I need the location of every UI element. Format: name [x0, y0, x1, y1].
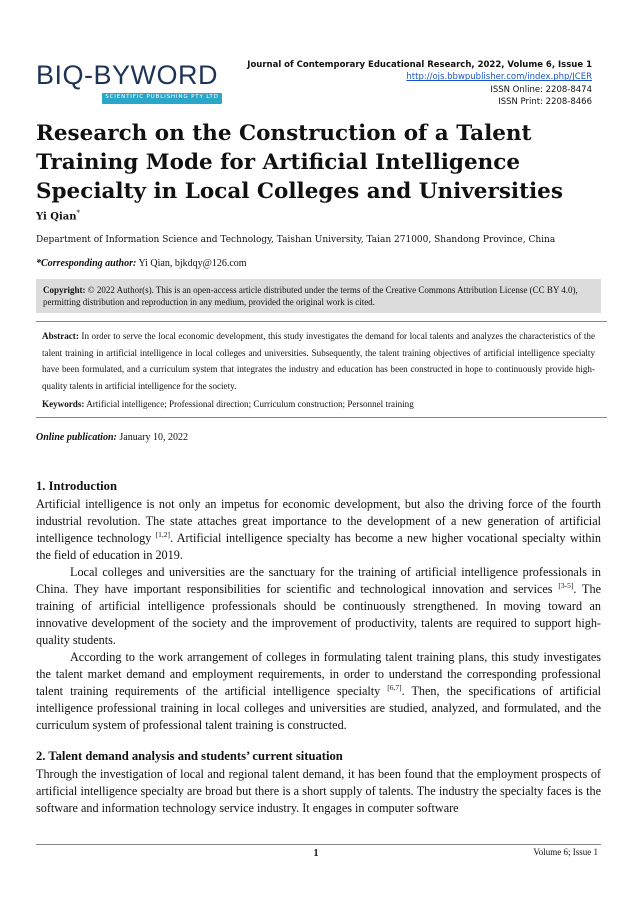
footer-volume: Volume 6; Issue 1 [533, 847, 598, 857]
article-title: Research on the Construction of a Talent Training Mode for Artificial Intelligence Specialty in Local Colleges and Universities [36, 121, 563, 204]
corresponding-author [36, 258, 247, 269]
page-number: 1 [313, 848, 319, 859]
body-paragraph: Local colleges and universities are the sanctuary for the training of artificial intelligence professionals in China. They have important responsibilities for scientific and technological innovation and services [3-5]. The training of artificial intelligence professionals should be continuously strengthened. In moving toward an innovative development of the society and the improvement of productivity, talents are required to support high-quality students. [36, 565, 601, 647]
corr-label: *Corresponding author: [36, 258, 137, 269]
citation: [1,2] [155, 529, 171, 539]
section-heading-talent-demand: 2. Talent demand analysis and students’ current situation [36, 749, 343, 763]
citation: [6,7] [387, 682, 402, 692]
body-paragraph: According to the work arrangement of colleges in formulating talent training plans, this study investigates the talent market demand and employment requirements, in order to understand the corresponding professional talent training requirements of the artificial intelligence specialty [6,7]. Then, the specifications of artificial intelligence professional training in local colleges and universities are studied, analyzed, and formulated, and the curriculum system of professional talent training is constructed. [36, 650, 601, 732]
copyright-text: © 2022 Author(s). This is an open-access article distributed under the terms of the Creative Commons Attribution License (CC BY 4.0), permitting distribution and reproduction in any medium, provided the original work is cited. [43, 285, 578, 307]
logo-tagline: SCIENTIFIC PUBLISHING PTY LTD [105, 94, 219, 100]
footer-divider [36, 844, 601, 845]
abstract-box [36, 321, 607, 418]
keywords: Keywords: Artificial intelligence; Professional direction; Curriculum construction; Personnel training [42, 399, 414, 410]
corr-value: Yi Qian, bjkdqy@126.com [136, 258, 247, 269]
author-name: Yi Qian* [36, 209, 81, 223]
issn-online: ISSN Online: 2208-8474 [490, 84, 592, 95]
journal-info [247, 59, 592, 109]
body-paragraph: Artificial intelligence is not only an impetus for economic development, but also the driving force of the fourth industrial revolution. The state attaches great importance to the development of a new generation of artificial intelligence technology [1,2]. Artificial intelligence specialty has become a new higher vocational specialty within the field of education in 2019. [36, 497, 601, 562]
body-paragraph: Through the investigation of local and regional talent demand, it has been found that the employment prospects of artificial intelligence specialty are broad but there is a short supply of talents. The industry the specialty faces is the software and information technology service industry. It engages in computer software [36, 767, 601, 815]
copyright-box [36, 279, 601, 313]
journal-name: Journal of Contemporary Educational Research, 2022, Volume 6, Issue 1 [247, 60, 592, 70]
author-affiliation: Department of Information Science and Technology, Taishan University, Taian 271000, Shandong Province, China [36, 235, 556, 245]
journal-url-link[interactable]: http://ojs.bbwpublisher.com/index.php/JCER [406, 72, 592, 83]
citation: [3-5] [558, 580, 574, 590]
copyright-label: Copyright: [43, 285, 86, 295]
logo-tagline-bar [102, 93, 222, 104]
online-publication: Online publication: January 10, 2022 [36, 432, 188, 443]
issn-print: ISSN Print: 2208-8466 [498, 97, 592, 108]
publisher-logo [36, 58, 222, 108]
logo-wordmark: BIQ-BYWORD [36, 60, 219, 90]
abstract: Abstract: In order to serve the local economic development, this study investigates the demand for local talents and analyzes the characteristics of the talent training in artificial intelligence in local colleges and universities. Subsequently, the talent training objectives of artificial intelligence specialty have been formulated, and a curriculum system that integrates the industry and education has been constructed in hope to continuously provide high-quality talents in artificial intelligence for the society. [42, 331, 595, 391]
article-body [36, 478, 601, 817]
section-heading-introduction: 1. Introduction [36, 479, 117, 493]
